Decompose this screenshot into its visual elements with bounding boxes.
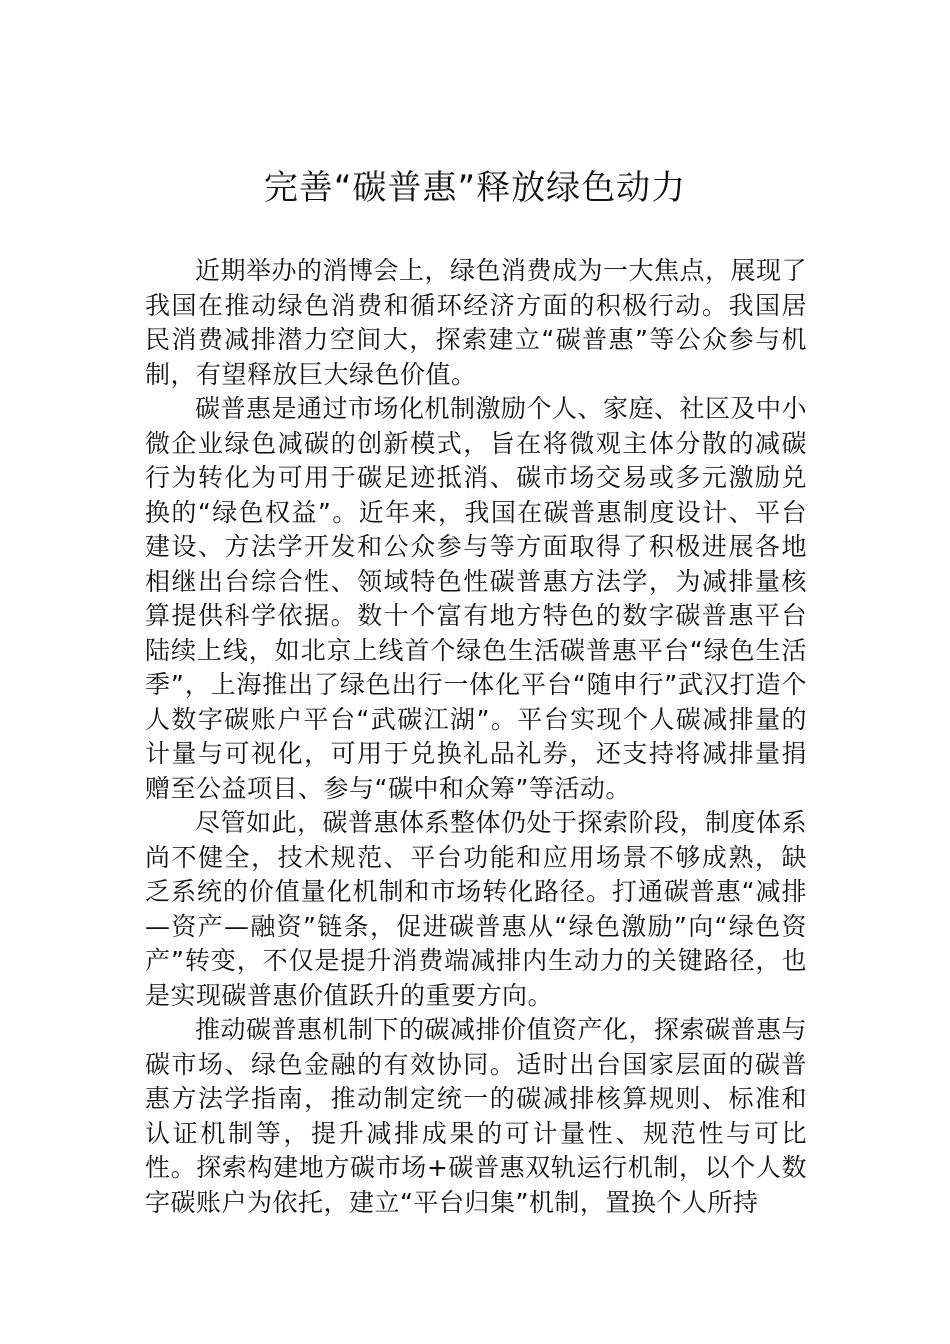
paragraph-4: 推动碳普惠机制下的碳减排价值资产化，探索碳普惠与碳市场、绿色金融的有效协同。适时出台国家层面的碳普惠方法学指南，推动制定统一的碳减排核算规则、标准和认证机制等，提升减排成果的可计量性、规范性与可比性。探索构建地方碳市场+碳普惠双轨运行机制，以个人数字碳账户为依托，建立“平台归集”机制，置换个人所持 [145,1015,808,1217]
paragraph-3: 尽管如此，碳普惠体系整体仍处于探索阶段，制度体系尚不健全，技术规范、平台功能和应用场景不够成熟，缺乏系统的价值量化机制和市场转化路径。打通碳普惠“减排—资产—融资”链条，促进碳普惠从“绿色激励”向“绿色资产”转变，不仅是提升消费端减排内生动力的关键路径，也是实现碳普惠价值跃升的重要方向。 [145,808,808,1010]
document-title: 完善“碳普惠”释放绿色动力 [263,168,687,208]
paragraph-1: 近期举办的消博会上，绿色消费成为一大焦点，展现了我国在推动绿色消费和循环经济方面的积极行动。我国居民消费减排潜力空间大，探索建立“碳普惠”等公众参与机制，有望释放巨大绿色价值。 [145,256,808,389]
paragraph-2: 碳普惠是通过市场化机制激励个人、家庭、社区及中小微企业绿色减碳的创新模式，旨在将微观主体分散的减碳行为转化为可用于碳足迹抵消、碳市场交易或多元激励兑换的“绿色权益”。近年来，我国在碳普惠制度设计、平台建设、方法学开发和公众参与等方面取得了积极进展各地相继出台综合性、领域特色性碳普惠方法学，为减排量核算提供科学依据。数十个富有地方特色的数字碳普惠平台陆续上线，如北京上线首个绿色生活碳普惠平台“绿色生活季”，上海推出了绿色出行一体化平台“随申行”武汉打造个人数字碳账户平台“武碳江湖”。平台实现个人碳减排量的计量与可视化，可用于兑换礼品礼券，还支持将减排量捐赠至公益项目、参与“碳中和众筹”等活动。 [145,394,808,803]
document-body [145,254,807,1220]
